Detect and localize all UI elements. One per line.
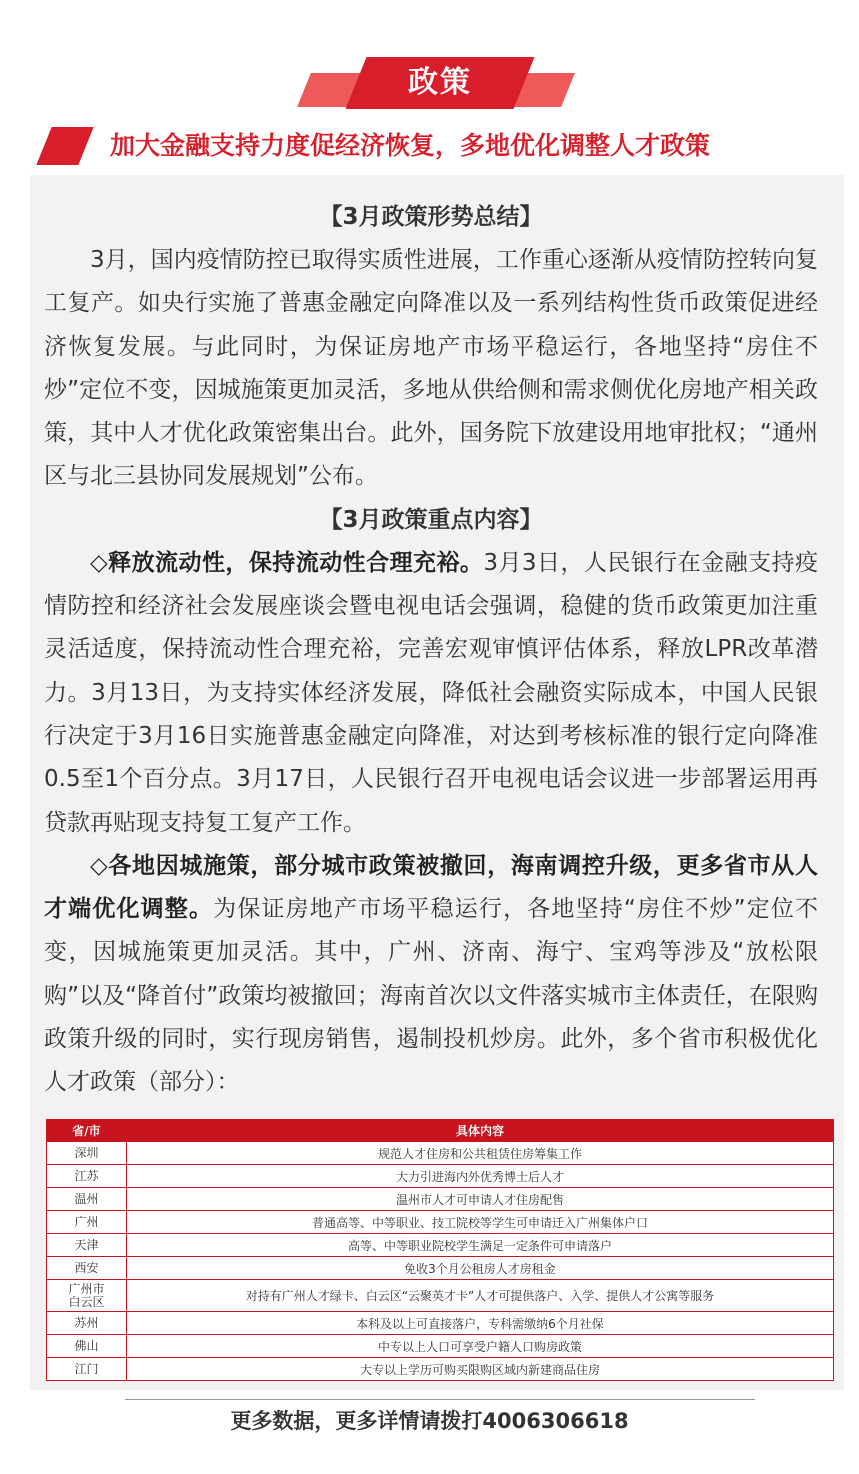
table-row (47, 1312, 834, 1335)
table-row (47, 1280, 834, 1312)
row-city: 西安 (47, 1257, 127, 1280)
table-row (47, 1257, 834, 1280)
key-paragraph-2-text: 为保证房地产市场平稳运行，各地坚持“房住不炒”定位不变，因城施策更加灵活。其中，广州、济南、海宁、宝鸡等涉及“放松限购”以及“降首付”政策均被撤回；海南首次以文件落实城市主体责任，在限购政策升级的同时，实行现房销售，遏制投机炒房。此外，多个省市积极优化人才政策（部分）： (44, 896, 818, 1096)
table-row (47, 1234, 834, 1257)
row-content: 大专以上学历可购买限购区域内新建商品住房 (127, 1358, 834, 1381)
row-content: 规范人才住房和公共租赁住房筹集工作 (127, 1142, 834, 1165)
row-city: 江苏 (47, 1165, 127, 1188)
row-content: 本科及以上可直接落户，专科需缴纳6个月社保 (127, 1312, 834, 1335)
table-row (47, 1358, 834, 1381)
key-paragraph-2-lead: ◇各地因城施策，部分城市政策被撤回，海南调控升级，更多省市从人才端优化调整。 (44, 852, 818, 923)
talent-policy-table (46, 1119, 834, 1381)
key-paragraph-1 (44, 542, 818, 845)
headline-accent-bar (36, 127, 93, 165)
key-title: 【3月政策重点内容】 (319, 506, 543, 533)
headline: 加大金融支持力度促经济恢复，多地优化调整人才政策 (110, 131, 711, 160)
row-content: 对持有广州人才绿卡、白云区“云聚英才卡”人才可提供落户、入学、提供人才公寓等服务 (127, 1280, 834, 1312)
row-city: 江门 (47, 1358, 127, 1381)
row-city: 广州 (47, 1211, 127, 1234)
footer-divider (125, 1399, 755, 1400)
section-banner (304, 57, 568, 109)
row-city: 温州 (47, 1188, 127, 1211)
row-content: 大力引进海内外优秀博士后人才 (127, 1165, 834, 1188)
banner-label: 政策 (408, 65, 472, 100)
table-header-content: 具体内容 (127, 1120, 834, 1142)
table-row (47, 1165, 834, 1188)
table-row (47, 1142, 834, 1165)
summary-paragraph: 3月，国内疫情防控已取得实质性进展，工作重心逐渐从疫情防控转向复工复产。如央行实施了普惠金融定向降准以及一系列结构性货币政策促进经济恢复发展。与此同时，为保证房地产市场平稳运行，各地坚持“房住不炒”定位不变，因城施策更加灵活，多地从供给侧和需求侧优化房地产相关政策，其中人才优化政策密集出台。此外，国务院下放建设用地审批权；“通州区与北三县协同发展规划”公布。 (44, 247, 818, 490)
key-paragraph-1-lead: ◇释放流动性，保持流动性合理充裕。 (90, 549, 484, 576)
row-city-line-1: 广州市 (68, 1281, 105, 1296)
key-paragraph-1-text: 3月3日，人民银行在金融支持疫情防控和经济社会发展座谈会暨电视电话会强调，稳健的货币政策更加注重灵活适度，保持流动性合理充裕，完善宏观审慎评估体系，释放LPR改革潜力。3月13日，为支持实体经济发展，降低社会融资实际成本，中国人民银行决定于3月16日实施普惠金融定向降准，对达到考核标准的银行定向降准0.5至1个百分点。3月17日，人民银行召开电视电话会议进一步部署运用再贷款再贴现支持复工复产工作。 (44, 549, 818, 836)
row-city: 苏州 (47, 1312, 127, 1335)
row-city (47, 1280, 127, 1312)
row-content: 免收3个月公租房人才房租金 (127, 1257, 834, 1280)
row-content: 温州市人才可申请人才住房配售 (127, 1188, 834, 1211)
table-header-row (47, 1120, 834, 1142)
table-row (47, 1211, 834, 1234)
summary-title: 【3月政策形势总结】 (319, 204, 543, 230)
footer-contact: 更多数据，更多详情请拨打4006306618 (230, 1409, 629, 1433)
row-city: 天津 (47, 1234, 127, 1257)
row-content: 普通高等、中等职业、技工院校等学生可申请迁入广州集体户口 (127, 1211, 834, 1234)
row-content: 高等、中等职业院校学生满足一定条件可申请落户 (127, 1234, 834, 1257)
row-content: 中专以上人口可享受户籍人口购房政策 (127, 1335, 834, 1358)
key-paragraph-2 (44, 845, 818, 1105)
table-row (47, 1188, 834, 1211)
row-city: 深圳 (47, 1142, 127, 1165)
table-header-city: 省/市 (47, 1120, 127, 1142)
row-city-line-2: 白云区 (68, 1294, 105, 1309)
table-row (47, 1335, 834, 1358)
article-body (44, 196, 818, 1105)
row-city: 佛山 (47, 1335, 127, 1358)
